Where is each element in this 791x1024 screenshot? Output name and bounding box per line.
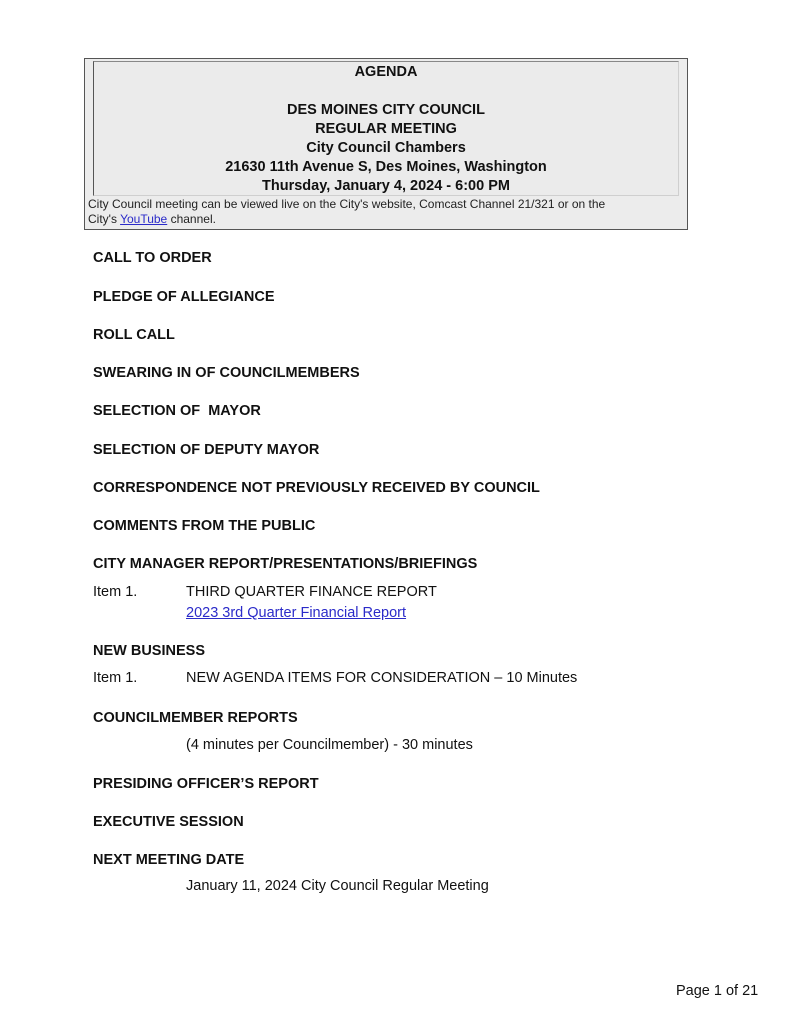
council-name: DES MOINES CITY COUNCIL — [287, 102, 485, 118]
next-meeting-detail: January 11, 2024 City Council Regular Meeting — [186, 878, 489, 894]
section-presiding-officer-report: PRESIDING OFFICER’S REPORT — [93, 776, 319, 792]
section-swearing-in: SWEARING IN OF COUNCILMEMBERS — [93, 365, 360, 381]
item-new-agenda-items: NEW AGENDA ITEMS FOR CONSIDERATION – 10 Minutes — [186, 670, 578, 686]
item-label: Item 1. — [93, 670, 138, 686]
meeting-location: City Council Chambers — [306, 140, 466, 156]
section-roll-call: ROLL CALL — [93, 327, 175, 343]
item-third-quarter-finance-report: THIRD QUARTER FINANCE REPORT — [186, 584, 437, 600]
councilmember-reports-note: (4 minutes per Councilmember) - 30 minutes — [186, 737, 473, 753]
section-new-business: NEW BUSINESS — [93, 643, 205, 659]
page-number: Page 1 of 21 — [676, 983, 759, 999]
item-label: Item 1. — [93, 584, 138, 600]
section-call-to-order: CALL TO ORDER — [93, 250, 212, 266]
section-city-manager-report: CITY MANAGER REPORT/PRESENTATIONS/BRIEFINGS — [93, 556, 478, 572]
section-councilmember-reports: COUNCILMEMBER REPORTS — [93, 710, 298, 726]
meeting-datetime: Thursday, January 4, 2024 - 6:00 PM — [262, 178, 510, 194]
viewing-info-suffix: channel. — [167, 212, 216, 226]
financial-report-link[interactable]: 2023 3rd Quarter Financial Report — [186, 605, 407, 621]
meeting-address: 21630 11th Avenue S, Des Moines, Washington — [225, 159, 547, 175]
section-selection-of-deputy-mayor: SELECTION OF DEPUTY MAYOR — [93, 442, 320, 458]
section-executive-session: EXECUTIVE SESSION — [93, 814, 244, 830]
financial-report-link-row — [186, 604, 406, 622]
section-selection-of-mayor: SELECTION OF MAYOR — [93, 403, 261, 419]
youtube-link[interactable]: YouTube — [120, 212, 168, 226]
section-public-comments: COMMENTS FROM THE PUBLIC — [93, 518, 316, 534]
meeting-type: REGULAR MEETING — [315, 121, 457, 137]
section-correspondence: CORRESPONDENCE NOT PREVIOUSLY RECEIVED BY COUNCIL — [93, 480, 540, 496]
section-next-meeting-date: NEXT MEETING DATE — [93, 852, 245, 868]
viewing-info-prefix: City's — [88, 212, 121, 226]
viewing-info-line2 — [88, 212, 686, 227]
agenda-title: AGENDA — [354, 64, 418, 80]
viewing-info-line1: City Council meeting can be viewed live on the City's website, Comcast Channel 21/321 or on the — [88, 197, 606, 211]
section-pledge-of-allegiance: PLEDGE OF ALLEGIANCE — [93, 289, 275, 305]
